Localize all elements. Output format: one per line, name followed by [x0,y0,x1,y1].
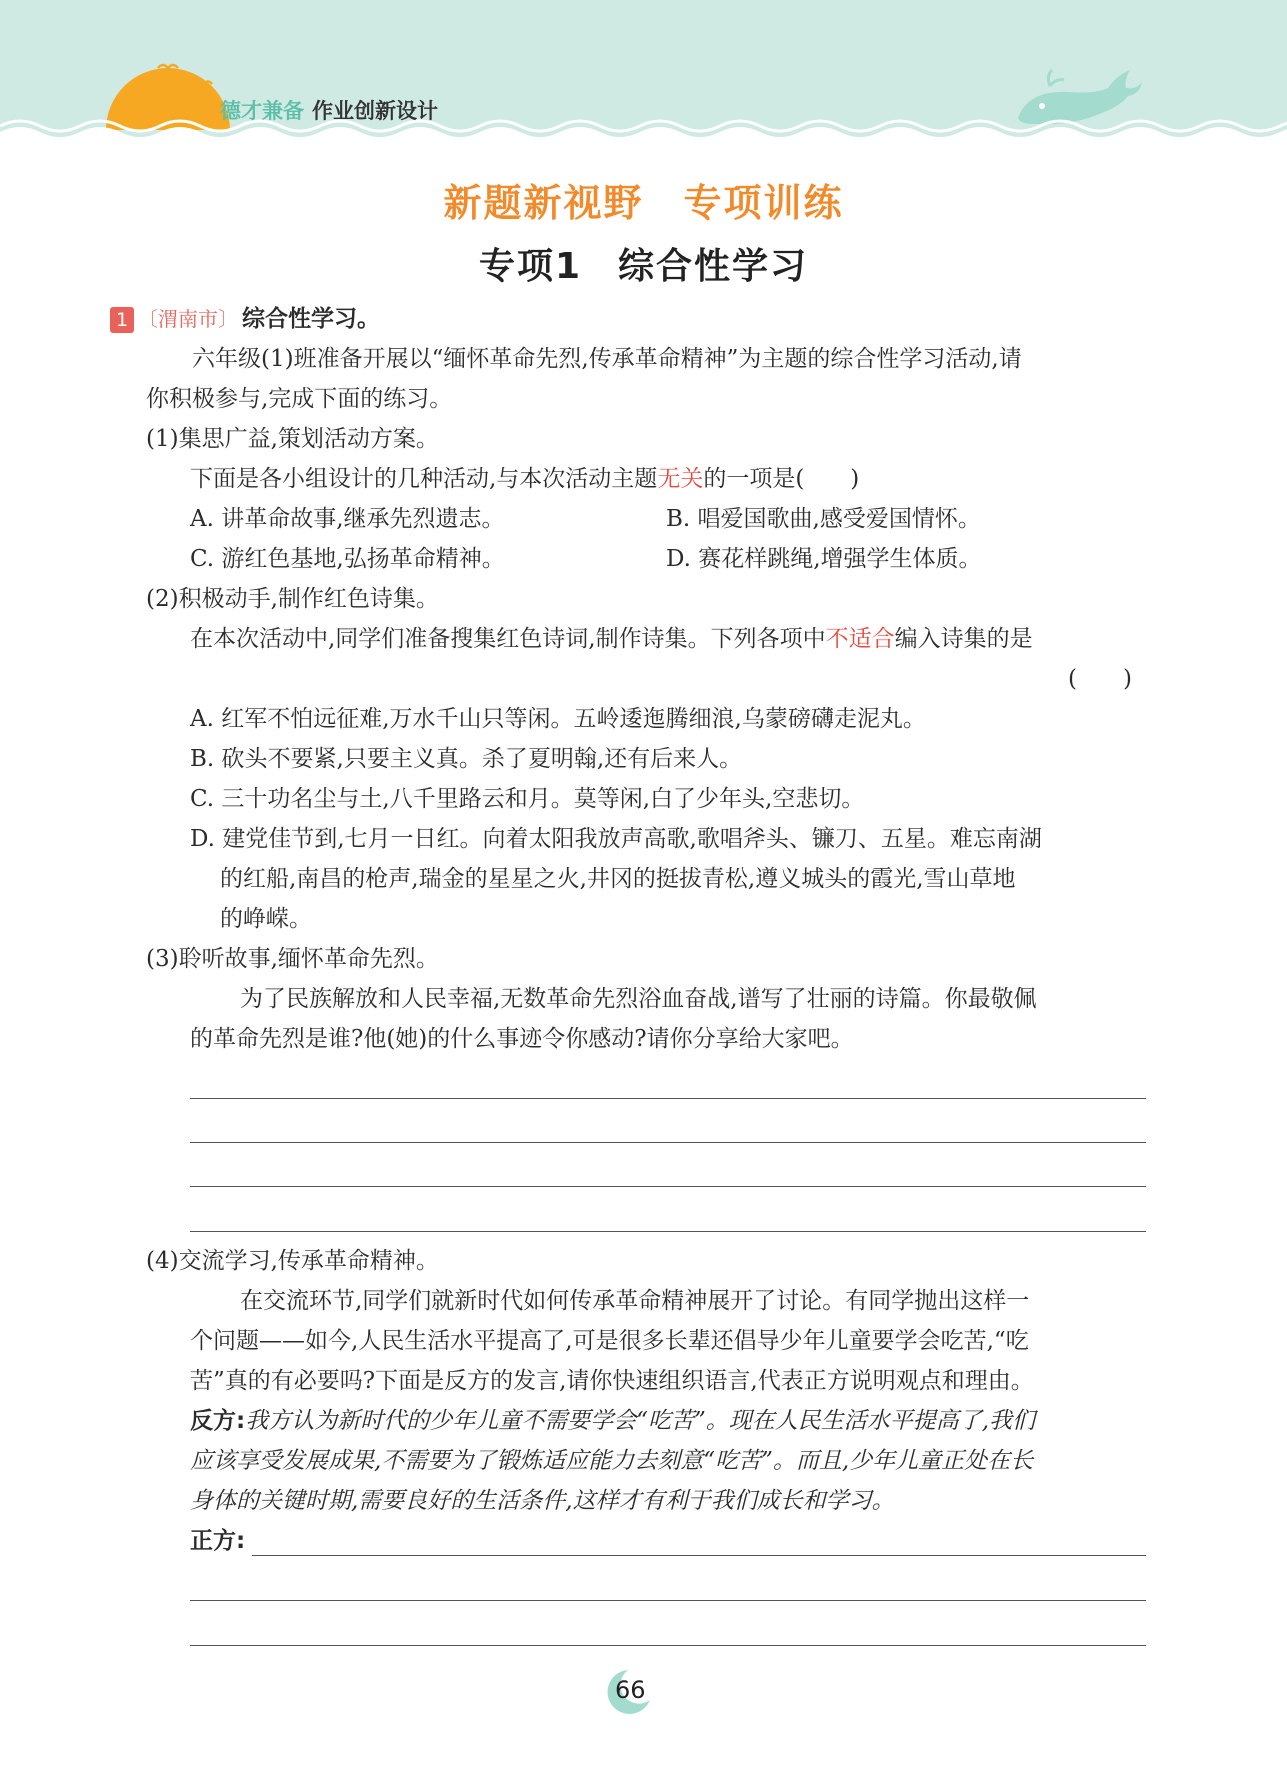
brand-suffix: 作业创新设计 [312,99,438,123]
part2-option-b: B. 砍头不要紧,只要主义真。杀了夏明翰,还有后来人。 [190,746,743,772]
pro-label: 正方: [190,1528,246,1554]
part2-option-d-line-1: D. 建党佳节到,七月一日红。向着太阳我放声高歌,歌唱斧头、镰刀、五星。难忘南湖 [190,826,1042,852]
part1-stem-highlight: 无关 [657,466,704,492]
brand-prefix: 德才兼备 [220,99,304,123]
sun-icon [106,68,230,130]
part2-option-d-line-2: 的红船,南昌的枪声,瑞金的星星之火,井冈的挺拔青松,遵义城头的霞光,雪山草地 [220,866,1016,892]
part2-answer-bracket: ( ) [1068,666,1132,692]
answer-line[interactable] [190,1645,1146,1646]
part1-stem-before: 下面是各小组设计的几种活动,与本次活动主题 [190,466,658,492]
part3-line-1: 为了民族解放和人民幸福,无数革命先烈浴血奋战,谱写了壮丽的诗篇。你最敬佩 [240,986,1037,1012]
question-title: 综合性学习。 [242,306,380,332]
part1-stem-after: 的一项是( ) [703,466,860,492]
con-label: 反方: [190,1408,246,1434]
section-title-right: 专项训练 [683,181,844,225]
question-number: 1 [110,307,134,333]
part2-stem-highlight: 不适合 [825,626,895,652]
header-band [0,0,1287,150]
part4-line-2: 个问题——如今,人民生活水平提高了,可是很多长辈还倡导少年儿童要学会吃苦,“吃 [190,1328,1029,1354]
part4-heading: (4)交流学习,传承革命精神。 [146,1248,439,1274]
con-argument-line-3: 身体的关键时期,需要良好的生活条件,这样才有利于我们成长和学习。 [190,1488,895,1514]
con-argument-line-1 [190,1406,1035,1436]
intro-line-1: 六年级(1)班准备开展以“缅怀革命先烈,传承革命精神”为主题的综合性学习活动,请 [192,346,1022,372]
subsection-title-right: 综合性学习 [618,246,809,287]
part2-heading: (2)积极动手,制作红色诗集。 [146,586,439,612]
part2-option-a: A. 红军不怕远征难,万水千山只等闲。五岭逶迤腾细浪,乌蒙磅礴走泥丸。 [190,706,926,732]
answer-line[interactable] [190,1098,1146,1099]
part1-option-a: A. 讲革命故事,继承先烈遗志。 [190,506,505,532]
bird-icon [158,65,178,68]
part2-stem [190,624,1033,654]
answer-line[interactable] [190,1142,1146,1143]
answer-line[interactable] [252,1555,1146,1556]
answer-line[interactable] [190,1186,1146,1187]
part2-stem-before: 在本次活动中,同学们准备搜集红色诗词,制作诗集。下列各项中 [190,626,826,652]
intro-line-2: 你积极参与,完成下面的练习。 [146,386,453,412]
brand-title [220,95,438,125]
question-heading [110,304,380,334]
answer-line[interactable] [190,1600,1146,1601]
part1-option-d: D. 赛花样跳绳,增强学生体质。 [666,546,982,572]
header-decoration [0,0,1287,150]
con-text-1: 我方认为新时代的少年儿童不需要学会“吃苦”。现在人民生活水平提高了,我们 [245,1408,1036,1434]
part2-option-d-line-3: 的峥嵘。 [220,906,312,932]
whale-icon [1018,70,1142,124]
part3-heading: (3)聆听故事,缅怀革命先烈。 [146,946,439,972]
part3-line-2: 的革命先烈是谁?他(她)的什么事迹令你感动?请你分享给大家吧。 [190,1026,854,1052]
part1-option-b: B. 唱爱国歌曲,感受爱国情怀。 [666,506,981,532]
part2-option-c: C. 三十功名尘与土,八千里路云和月。莫等闲,白了少年头,空悲切。 [190,786,865,812]
subsection-title-left: 专项1 [478,246,583,287]
answer-line[interactable] [190,1231,1146,1232]
section-title [0,172,1287,227]
part1-option-c: C. 游红色基地,弘扬革命精神。 [190,546,505,572]
part1-heading: (1)集思广益,策划活动方案。 [146,426,439,452]
part1-stem [190,464,859,494]
part4-line-1: 在交流环节,同学们就新时代如何传承革命精神展开了讨论。有同学抛出这样一 [240,1288,1030,1314]
page-number: 66 [615,1676,646,1704]
question-region: 〔渭南市〕 [138,307,238,331]
con-argument-line-2: 应该享受发展成果,不需要为了锻炼适应能力去刻意“吃苦”。而且,少年儿童正处在长 [190,1448,1034,1474]
section-title-left: 新题新视野 [443,181,644,225]
part4-line-3: 苦”真的有必要吗?下面是反方的发言,请你快速组织语言,代表正方说明观点和理由。 [190,1368,1034,1394]
part2-stem-after: 编入诗集的是 [894,626,1033,652]
subsection-title [0,238,1287,289]
pro-label-line [190,1526,245,1556]
